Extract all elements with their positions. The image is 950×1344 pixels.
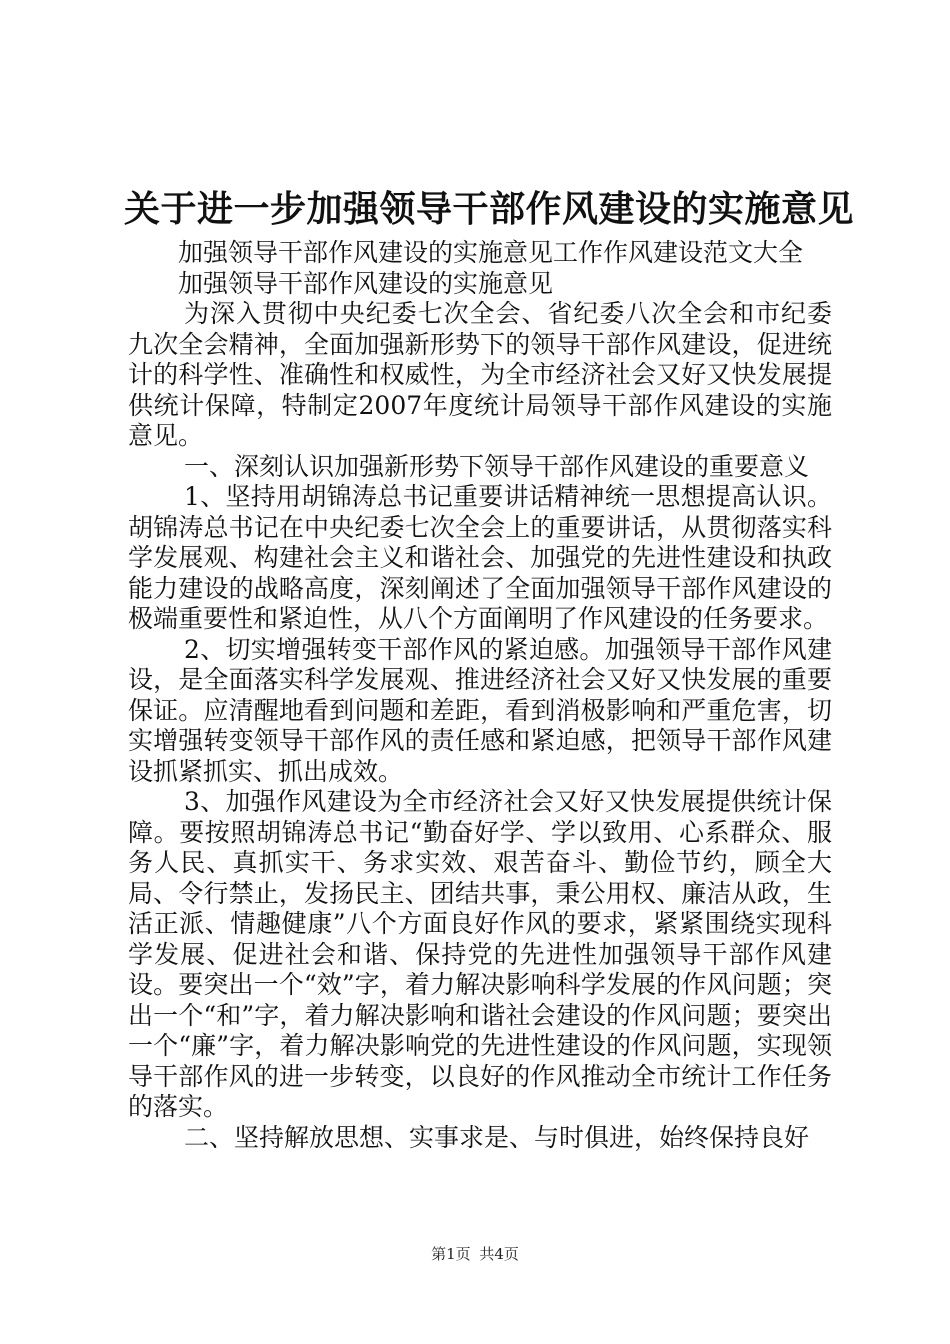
paragraph-item-3: 3、加强作风建设为全市经济社会又好又快发展提供统计保障。要按照胡锦涛总书记“勤奋好学、学以致用、心系群众、服务人民、真抓实干、务求实效、艰苦奋斗、勤俭节约，顾全大局、令行禁止，发扬民主、团结共事，秉公用权、廉洁从政，生活正派、情趣健康”八个方面良好作风的要求，紧紧围绕实现科学发展、促进社会和谐、保持党的先进性加强领导干部作风建设。要突出一个“效”字，着力解决影响科学发展的作风问题；突出一个“和”字，着力解决影响和谐社会建设的作风问题；要突出一个“廉”字，着力解决影响党的先进性建设的作风问题，实现领导干部作风的进一步转变，以良好的作风推动全市统计工作任务的落实。: [128, 787, 832, 1121]
paragraph-subtitle: 加强领导干部作风建设的实施意见工作作风建设范文大全: [178, 238, 804, 267]
paragraph-item-1: 1、坚持用胡锦涛总书记重要讲话精神统一思想提高认识。胡锦涛总书记在中央纪委七次全会上的重要讲话，从贯彻落实科学发展观、构建社会主义和谐社会、加强党的先进性建设和执政能力建设的战略高度，深刻阐述了全面加强领导干部作风建设的极端重要性和紧迫性，从八个方面阐明了作风建设的任务要求。: [128, 482, 832, 633]
section-heading-2: 二、坚持解放思想、实事求是、与时俱进，始终保持良好: [184, 1122, 810, 1152]
paragraph-item-2: 2、切实增强转变干部作风的紧迫感。加强领导干部作风建设，是全面落实科学发展观、推进经济社会又好又快发展的重要保证。应清醒地看到问题和差距，看到消极影响和严重危害，切实增强转变领导干部作风的责任感和紧迫感，把领导干部作风建设抓紧抓实、抓出成效。: [128, 634, 832, 786]
page-number: 第1页: [431, 1245, 471, 1263]
section-heading-1: 一、深刻认识加强新形势下领导干部作风建设的重要意义: [184, 451, 810, 481]
document-title: 关于进一步加强领导干部作风建设的实施意见: [124, 189, 855, 230]
document-body: [128, 238, 832, 1153]
paragraph-intro: 为深入贯彻中央纪委七次全会、省纪委八次全会和市纪委九次全会精神，全面加强新形势下的领导干部作风建设，促进统计的科学性、准确性和权威性，为全市经济社会又好又快发展提供统计保障，特制定2007年度统计局领导干部作风建设的实施意见。: [128, 299, 832, 450]
page-total: 共4页: [479, 1245, 519, 1263]
paragraph-heading: 加强领导干部作风建设的实施意见: [178, 268, 554, 298]
page-footer: [0, 1244, 950, 1264]
